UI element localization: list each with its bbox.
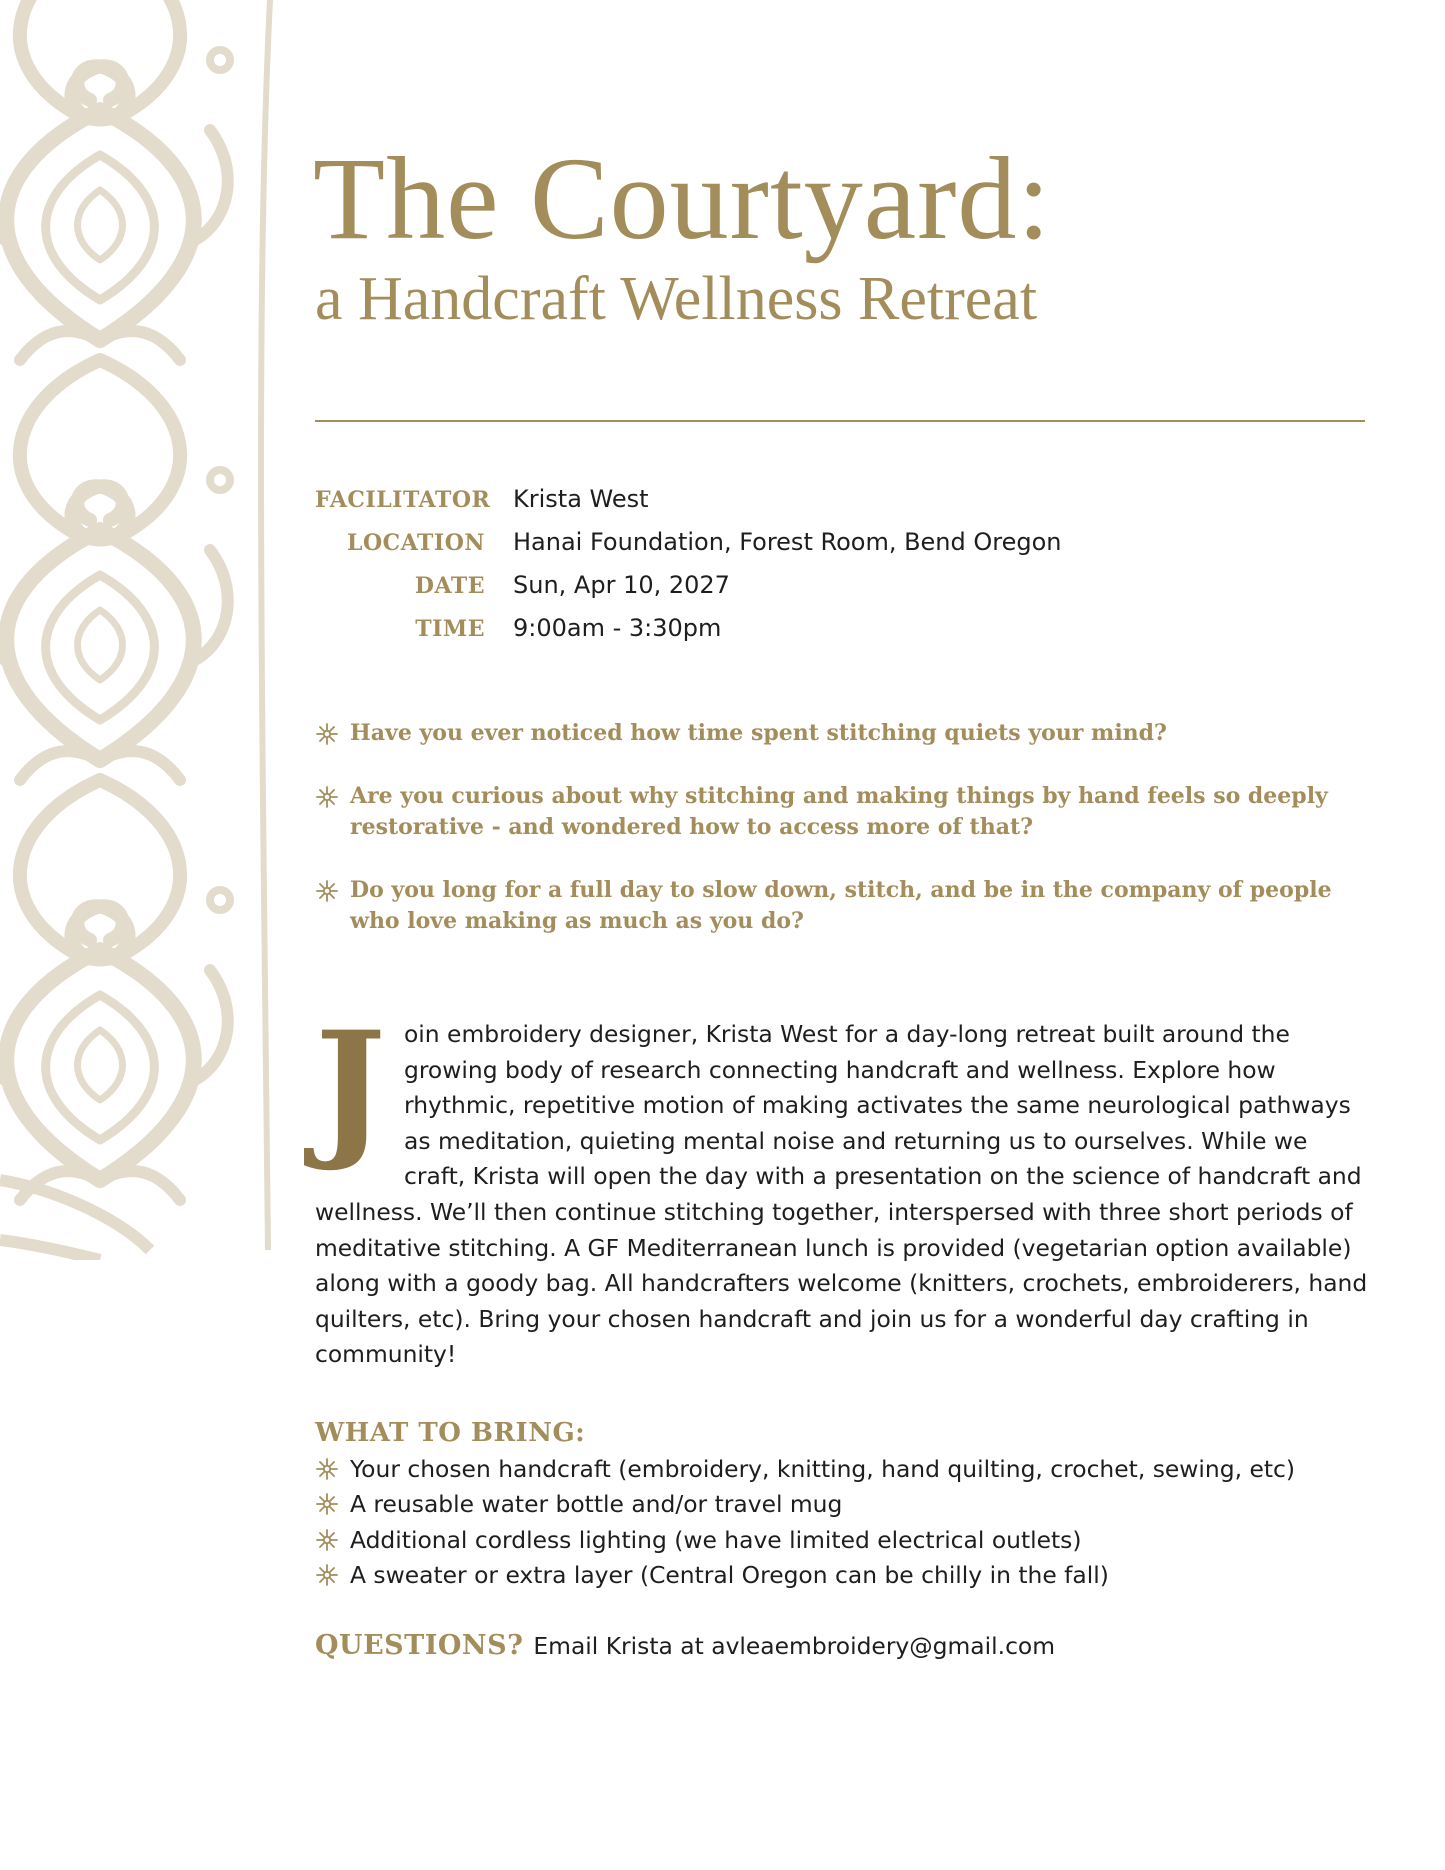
contact-text: Email Krista at avleaembroidery@gmail.com (533, 1632, 1056, 1660)
question-text: Are you curious about why stitching and making things by hand feels so deeply restorative - and wondered how to access more of that? (350, 783, 1328, 840)
description-paragraph (315, 999, 1375, 1373)
sparkle-icon (315, 875, 350, 906)
bring-list-item (315, 1487, 1375, 1523)
question-item (315, 875, 1375, 937)
questions-label: QUESTIONS? (315, 1630, 524, 1661)
page-subtitle: a Handcraft Wellness Retreat (315, 265, 1038, 333)
sparkle-icon (315, 1489, 350, 1520)
detail-value: Hanai Foundation, Forest Room, Bend Oregon (513, 528, 1062, 556)
detail-label: FACILITATOR (315, 487, 491, 513)
sparkle-icon (315, 781, 350, 812)
detail-label: LOCATION (347, 530, 485, 556)
detail-label: TIME (415, 616, 485, 642)
questions-list (315, 718, 1375, 969)
page-title: The Courtyard: (313, 133, 1052, 264)
bring-item-text: Your chosen handcraft (embroidery, knitting, hand quilting, crochet, sewing, etc) (350, 1454, 1295, 1483)
bring-item-text: A sweater or extra layer (Central Oregon can be chilly in the fall) (350, 1561, 1109, 1590)
detail-row-date (315, 571, 1062, 614)
bring-list-item (315, 1451, 1375, 1487)
bring-item-text: A reusable water bottle and/or travel mug (350, 1490, 843, 1519)
bring-list-item (315, 1558, 1375, 1594)
question-text: Do you long for a full day to slow down, stitch, and be in the company of people who love making as much as you do? (350, 877, 1332, 934)
question-item (315, 718, 1375, 749)
what-to-bring-heading: WHAT TO BRING: (315, 1418, 586, 1448)
question-item (315, 781, 1375, 843)
damask-border-ornament (0, 0, 280, 1260)
sparkle-icon (315, 1453, 350, 1484)
sparkle-icon (315, 1560, 350, 1591)
detail-row-facilitator (315, 485, 1062, 528)
question-text: Have you ever noticed how time spent stitching quiets your mind? (350, 720, 1167, 746)
detail-value: Sun, Apr 10, 2027 (513, 571, 730, 599)
detail-row-time (315, 614, 1062, 657)
sparkle-icon (315, 718, 350, 749)
contact-line (315, 1630, 1055, 1661)
event-details (315, 485, 1062, 657)
detail-row-location (315, 528, 1062, 571)
bring-item-text: Additional cordless lighting (we have limited electrical outlets) (350, 1525, 1082, 1554)
detail-label: DATE (414, 573, 485, 599)
drop-cap: J (315, 999, 386, 1175)
detail-value: 9:00am - 3:30pm (513, 614, 722, 642)
detail-value: Krista West (513, 485, 649, 513)
divider-rule (315, 420, 1365, 422)
bring-list-item (315, 1522, 1375, 1558)
what-to-bring-section (315, 1415, 1375, 1593)
description-text: oin embroidery designer, Krista West for a day-long retreat built around the growing body of research connecting handcraft and wellness. Explore how rhythmic, repetitive motion of making activates the same neurological pathways as meditation, quieting mental noise and returning us to ourselves. While we craft, Krista will open the day with a presentation on the science of handcraft and wellness. We’ll then continue stitching together, interspersed with three short periods of meditative stitching. A GF Mediterranean lunch is provided (vegetarian option available) along with a goody bag. All handcrafters welcome (knitters, crochets, embroiderers, hand quilters, etc). Bring your chosen handcraft and join us for a wonderful day crafting in community! (315, 1020, 1368, 1369)
sparkle-icon (315, 1524, 350, 1555)
